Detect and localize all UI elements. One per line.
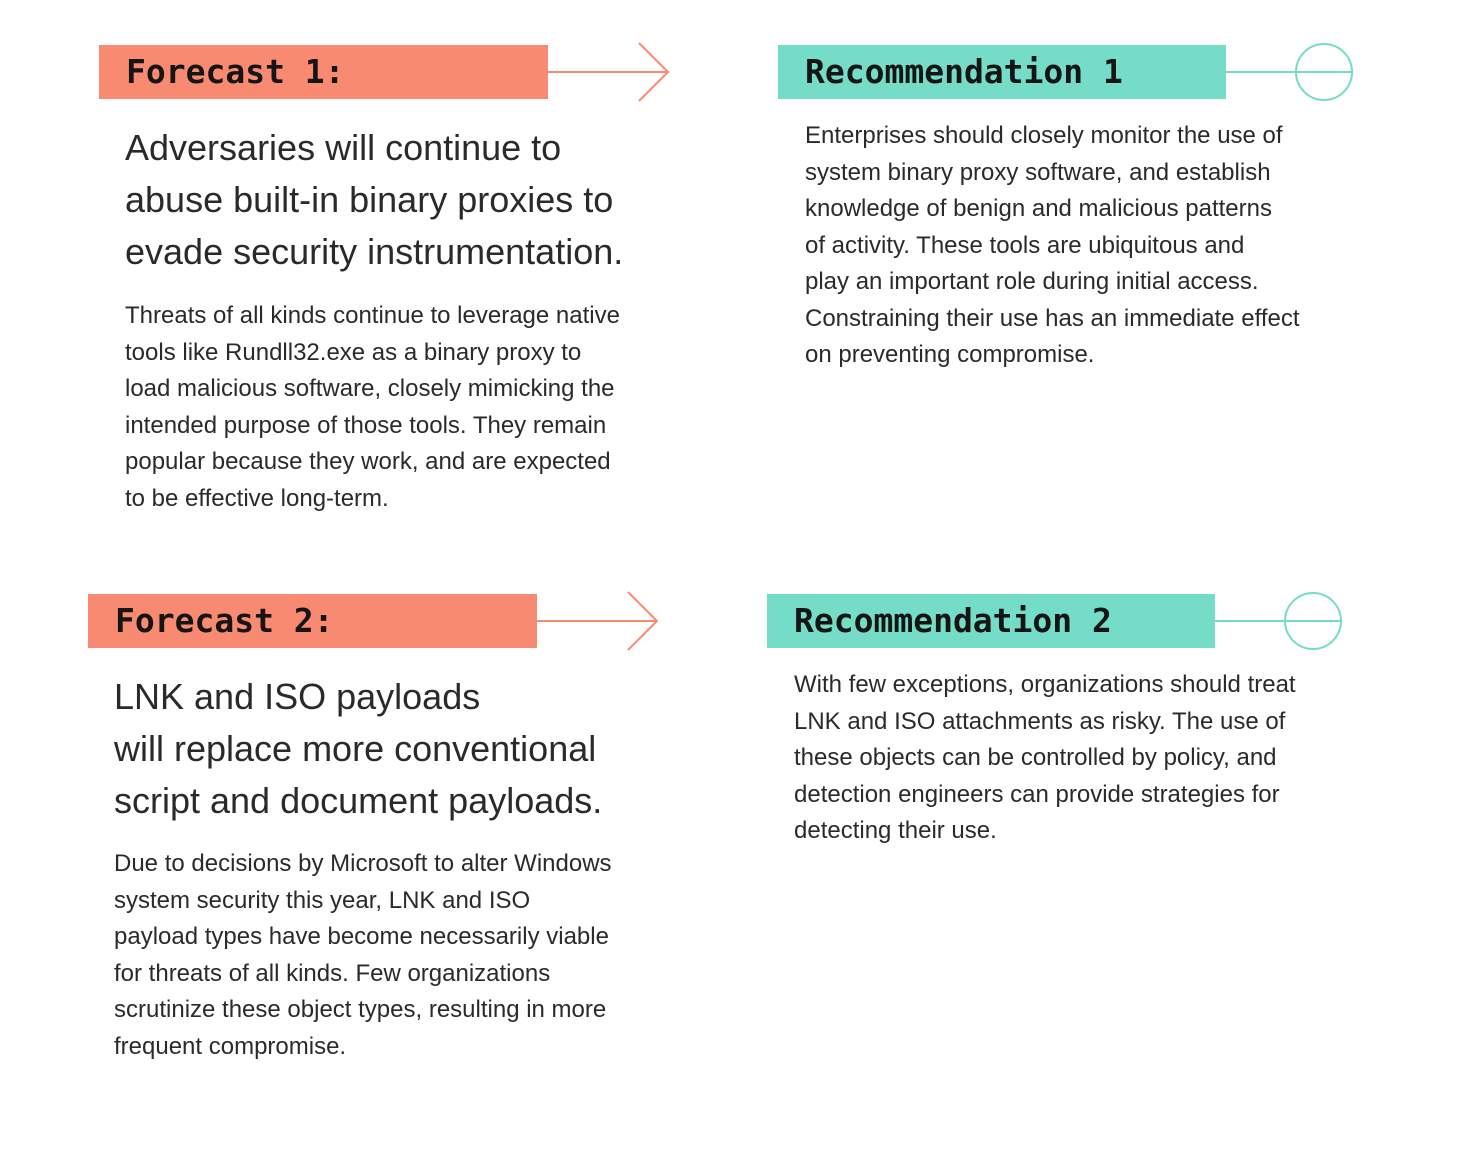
forecast-2-body (114, 846, 612, 1065)
forecast-2-headline (114, 671, 602, 827)
body-line: Enterprises should closely monitor the use of (805, 122, 1283, 149)
arrow-right-icon (548, 42, 673, 102)
recommendation-1-body (805, 118, 1300, 374)
body-line: system security this year, LNK and ISO (114, 886, 531, 914)
headline-line: evade security instrumentation. (125, 231, 624, 272)
body-line: for threats of all kinds. Few organizations (114, 959, 551, 987)
arrow-right-icon (537, 591, 662, 651)
body-line: payload types have become necessarily viable (114, 923, 609, 950)
recommendation-1-label: Recommendation 1 (778, 45, 1226, 99)
forecast-1-headline (125, 122, 623, 278)
body-line: Constraining their use has an immediate effect (805, 304, 1300, 332)
body-line: load malicious software, closely mimicking the (125, 375, 615, 402)
body-line: play an important role during initial access. (805, 268, 1259, 295)
body-line: frequent compromise. (114, 1032, 347, 1060)
body-line: detecting their use. (794, 817, 997, 844)
headline-line: Adversaries will continue to (125, 127, 562, 168)
body-line: knowledge of benign and malicious patterns (805, 195, 1272, 222)
headline-line: abuse built-in binary proxies to (125, 179, 614, 220)
body-line: to be effective long-term. (125, 484, 389, 512)
headline-line: will replace more conventional (114, 728, 597, 769)
body-line: these objects can be controlled by policy, and (794, 744, 1277, 771)
forecast-1-label: Forecast 1: (99, 45, 548, 99)
body-line: system binary proxy software, and establish (805, 158, 1271, 186)
body-line: tools like Rundll32.exe as a binary proxy to (125, 338, 582, 366)
body-line: scrutinize these object types, resulting in more (114, 996, 607, 1023)
body-line: intended purpose of those tools. They remain (125, 411, 607, 439)
forecast-2-label: Forecast 2: (88, 594, 537, 648)
circle-line-icon (1226, 41, 1356, 103)
recommendation-2-label: Recommendation 2 (767, 594, 1215, 648)
body-line: popular because they work, and are expected (125, 448, 611, 475)
body-line: on preventing compromise. (805, 341, 1095, 368)
body-line: Due to decisions by Microsoft to alter Windows (114, 850, 612, 877)
recommendation-2-body (794, 667, 1296, 850)
body-line: LNK and ISO attachments as risky. The use of (794, 707, 1286, 735)
headline-line: LNK and ISO payloads (114, 676, 481, 717)
body-line: of activity. These tools are ubiquitous and (805, 231, 1245, 259)
circle-line-icon (1215, 590, 1345, 652)
forecast-1-body (125, 298, 620, 517)
body-line: With few exceptions, organizations should treat (794, 671, 1296, 698)
body-line: detection engineers can provide strategies for (794, 780, 1280, 808)
body-line: Threats of all kinds continue to leverage native (125, 302, 620, 329)
headline-line: script and document payloads. (114, 780, 603, 821)
